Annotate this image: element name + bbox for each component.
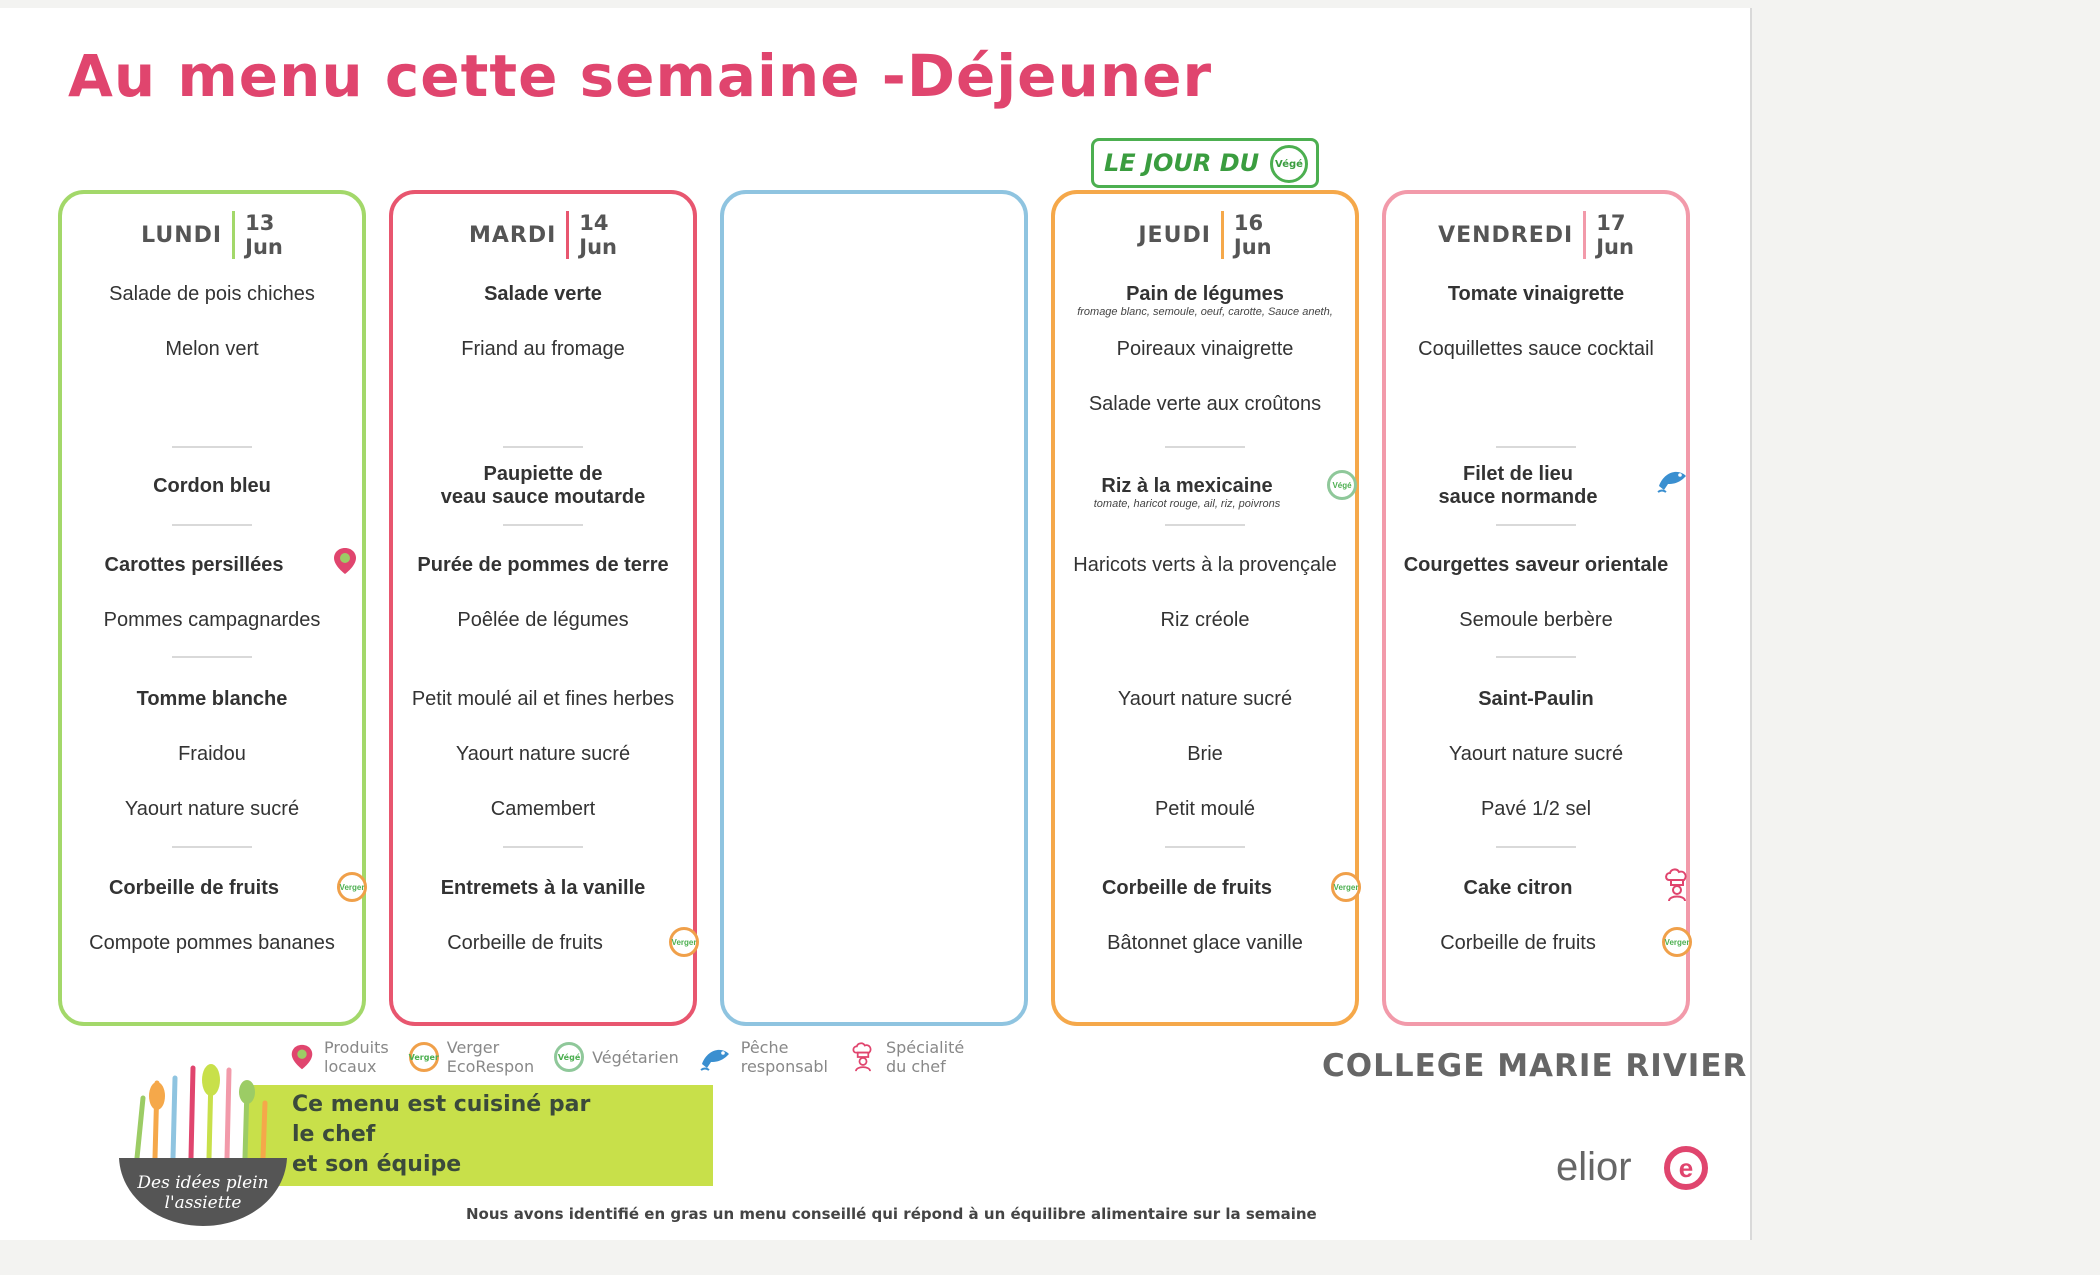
divider [1165, 524, 1245, 526]
menu-item: Corbeille de fruits [1440, 932, 1596, 954]
menu-item: Friand au fromage [461, 338, 625, 360]
menu-item: veau sauce moutarde [440, 486, 646, 508]
header-separator [232, 211, 235, 259]
apple-icon: Verger [1662, 927, 1692, 957]
pin-icon [288, 1042, 316, 1072]
vege-badge-icon: Végé [1270, 145, 1308, 183]
menu-item: Yaourt nature sucré [1448, 743, 1624, 765]
day-column-mardi [389, 190, 697, 1026]
menu-item: Saint-Paulin [1478, 688, 1594, 710]
legend-label: Verger EcoRespon [446, 1038, 535, 1076]
header-separator [566, 211, 569, 259]
legend-item [699, 1038, 828, 1076]
legend [288, 1038, 964, 1076]
page-title: Au menu cette semaine -Déjeuner [68, 42, 1213, 110]
jour-du-label: LE JOUR DU [1104, 149, 1260, 177]
chef-icon [1660, 868, 1694, 902]
chef-icon [848, 1040, 878, 1074]
header-separator [1221, 211, 1224, 259]
svg-text:Des idées plein: Des idées plein [137, 1173, 269, 1193]
day-column-jeudi [1051, 190, 1359, 1026]
divider [503, 846, 583, 848]
apple-icon: Verger [1331, 872, 1361, 902]
legend-item [288, 1038, 389, 1076]
day-column-empty [720, 190, 1028, 1026]
divider [172, 446, 252, 448]
menu-item: Petit moulé ail et fines herbes [411, 688, 675, 710]
day-name: VENDREDI [1438, 222, 1574, 248]
menu-item: Pommes campagnardes [103, 609, 321, 631]
divider [172, 656, 252, 658]
day-header [1055, 206, 1355, 264]
apple-icon: Verger [337, 872, 367, 902]
header-separator [1583, 211, 1586, 259]
day-column-lundi [58, 190, 366, 1026]
legend-label: Végétarien [592, 1047, 679, 1067]
menu-item: Cake citron [1463, 877, 1573, 899]
fish-icon [699, 1040, 733, 1074]
menu-item: Riz créole [1160, 609, 1250, 631]
menu-item: Tomme blanche [136, 688, 288, 710]
footnote: Nous avons identifié en gras un menu conseillé qui répond à un équilibre alimentaire sur la semaine [466, 1205, 1317, 1223]
menu-item: Brie [1187, 743, 1223, 765]
day-column-vendredi [1382, 190, 1690, 1026]
day-date: 17 Jun [1596, 211, 1634, 259]
menu-item: Haricots verts à la provençale [1073, 554, 1337, 576]
divider [172, 846, 252, 848]
menu-item: Salade verte aux croûtons [1088, 393, 1322, 415]
divider [1165, 446, 1245, 448]
menu-item: Yaourt nature sucré [455, 743, 631, 765]
menu-item: Salade verte [484, 283, 602, 305]
day-date: 14 Jun [579, 211, 618, 259]
menu-item: Yaourt nature sucré [124, 798, 300, 820]
day-header [62, 206, 362, 264]
divider [503, 446, 583, 448]
divider [1165, 846, 1245, 848]
menu-item: Tomate vinaigrette [1447, 283, 1625, 305]
day-name: MARDI [468, 222, 557, 248]
day-name: JEUDI [1138, 222, 1211, 248]
svg-text:l'assiette: l'assiette [164, 1193, 242, 1213]
menu-item: Filet de lieu [1462, 463, 1574, 485]
menu-sheet [0, 8, 1752, 1240]
legend-label: Spécialité du chef [885, 1038, 965, 1076]
day-name: LUNDI [141, 222, 223, 248]
jour-du-vege-banner [1091, 138, 1319, 188]
menu-item: Paupiette de [483, 463, 603, 485]
school-name: COLLEGE MARIE RIVIER [1322, 1048, 1748, 1084]
elior-logo-icon: e [1664, 1146, 1708, 1190]
menu-item: Corbeille de fruits [108, 877, 280, 899]
divider [503, 524, 583, 526]
divider [1496, 524, 1576, 526]
menu-item: Corbeille de fruits [1101, 877, 1273, 899]
pin-icon [330, 546, 360, 576]
vege-icon: Végé [1327, 470, 1357, 500]
menu-item: Poireaux vinaigrette [1116, 338, 1294, 360]
menu-item: Carottes persillées [104, 554, 284, 576]
menu-item-detail: tomate, haricot rouge, ail, riz, poivrons [1093, 498, 1281, 510]
day-header [1386, 206, 1686, 264]
menu-item: Pavé 1/2 sel [1480, 798, 1592, 820]
menu-item: Bâtonnet glace vanille [1107, 932, 1303, 954]
legend-label: Pêche responsabl [740, 1038, 828, 1076]
day-date: 13 Jun [245, 211, 283, 259]
menu-item: Yaourt nature sucré [1117, 688, 1293, 710]
divider [1496, 446, 1576, 448]
menu-item: sauce normande [1438, 486, 1598, 508]
menu-item: Poêlée de légumes [457, 609, 629, 631]
menu-item-detail: fromage blanc, semoule, oeuf, carotte, Sauce aneth, [1077, 306, 1333, 318]
menu-item: Entremets à la vanille [440, 877, 646, 899]
vege-icon: Végé [554, 1042, 584, 1072]
menu-item: Purée de pommes de terre [417, 554, 669, 576]
day-date: 16 Jun [1233, 211, 1272, 259]
menu-item: Coquillettes sauce cocktail [1418, 338, 1654, 360]
legend-item [848, 1038, 964, 1076]
apple-icon: Verger [409, 1042, 439, 1072]
menu-item: Fraidou [178, 743, 246, 765]
divider [1496, 846, 1576, 848]
utensils-bowl-logo [117, 1058, 289, 1228]
menu-item: Semoule berbère [1459, 609, 1613, 631]
menu-item: Riz à la mexicaine [1101, 475, 1273, 497]
legend-item [409, 1038, 534, 1076]
fish-icon [1656, 462, 1690, 496]
menu-item: Salade de pois chiches [109, 283, 315, 305]
menu-item: Camembert [490, 798, 596, 820]
menu-item: Cordon bleu [153, 475, 271, 497]
menu-item: Compote pommes bananes [89, 932, 335, 954]
menu-item: Corbeille de fruits [447, 932, 603, 954]
menu-item: Pain de légumes [1126, 283, 1284, 305]
apple-icon: Verger [669, 927, 699, 957]
legend-label: Produits locaux [324, 1038, 389, 1076]
menu-item: Petit moulé [1154, 798, 1256, 820]
menu-item: Courgettes saveur orientale [1403, 554, 1669, 576]
menu-item: Melon vert [165, 338, 259, 360]
chef-banner-text: Ce menu est cuisiné par le chef et son équipe [292, 1092, 591, 1177]
day-header [393, 206, 693, 264]
divider [172, 524, 252, 526]
elior-logo-text: elior [1556, 1145, 1632, 1189]
legend-item [554, 1042, 679, 1072]
divider [1496, 656, 1576, 658]
